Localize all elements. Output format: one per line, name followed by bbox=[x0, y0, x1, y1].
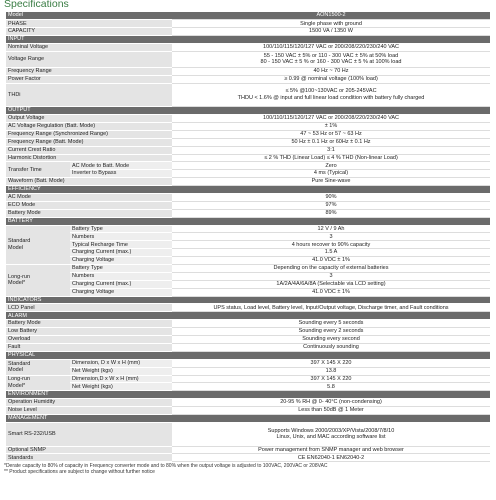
spec-label: Current Crest Ratio bbox=[6, 146, 172, 154]
spec-row bbox=[6, 123, 490, 131]
sub-label: Numbers bbox=[70, 233, 172, 241]
spec-row bbox=[6, 130, 490, 138]
section-header-row bbox=[6, 351, 490, 359]
sub-label: Dimension, D x W x H (mm) bbox=[70, 359, 172, 367]
spec-row bbox=[6, 154, 490, 162]
spec-value: Power management from SNMP manager and web browser bbox=[172, 446, 490, 454]
spec-row bbox=[6, 138, 490, 146]
spec-value: 1500 VA / 1350 W bbox=[172, 28, 490, 36]
spec-row bbox=[6, 67, 490, 75]
spec-label: Frequency Range (Batt. Mode) bbox=[6, 138, 172, 146]
spec-subrow bbox=[6, 241, 490, 249]
section-title: ALARM bbox=[6, 312, 490, 320]
section-header-row bbox=[6, 107, 490, 115]
spec-label: Battery Mode bbox=[6, 320, 172, 328]
group-label: Long-run Model* bbox=[6, 375, 70, 391]
spec-table bbox=[6, 12, 490, 462]
spec-value: 20-95 % RH @ 0- 40°C (non-condensing) bbox=[172, 399, 490, 407]
spec-label: LCD Panel bbox=[6, 304, 172, 312]
spec-row bbox=[6, 407, 490, 415]
spec-row bbox=[6, 201, 490, 209]
section-title: ENVIRONMENT bbox=[6, 391, 490, 399]
spec-label: Low Battery bbox=[6, 328, 172, 336]
spec-value: Supports Windows 2000/2003/XP/Vista/2008/7/8/10 Linux, Unix, and MAC according software list bbox=[172, 422, 490, 446]
section-title: PHYSICAL bbox=[6, 351, 490, 359]
spec-label: THDi bbox=[6, 83, 172, 107]
sub-value: 13.8 bbox=[172, 367, 490, 375]
sub-label: AC Mode to Batt. Mode bbox=[70, 162, 172, 170]
spec-row bbox=[6, 146, 490, 154]
spec-row bbox=[6, 20, 490, 28]
spec-label: PHASE bbox=[6, 20, 172, 28]
spec-row bbox=[6, 51, 490, 67]
spec-value: Less than 50dB @ 1 Meter bbox=[172, 407, 490, 415]
spec-label: Smart RS-232/USB bbox=[6, 422, 172, 446]
spec-row bbox=[6, 320, 490, 328]
spec-label: Power Factor bbox=[6, 75, 172, 83]
spec-value: 89% bbox=[172, 209, 490, 217]
sub-value: 3 bbox=[172, 233, 490, 241]
section-title: OUTPUT bbox=[6, 107, 490, 115]
spec-label: Standards bbox=[6, 454, 172, 462]
spec-subrow bbox=[6, 367, 490, 375]
table-header-row bbox=[6, 12, 490, 20]
spec-label: AC Voltage Regulation (Batt. Mode) bbox=[6, 123, 172, 131]
sub-value: Zero bbox=[172, 162, 490, 170]
sub-value: 1.5 A bbox=[172, 249, 490, 257]
section-title: INDICATORS bbox=[6, 296, 490, 304]
spec-row bbox=[6, 28, 490, 36]
sub-value: 397 X 145 X 220 bbox=[172, 375, 490, 383]
spec-value: 50 Hz ± 0.1 Hz or 60Hz ± 0.1 Hz bbox=[172, 138, 490, 146]
section-header-row bbox=[6, 391, 490, 399]
sub-label: Charging Voltage bbox=[70, 288, 172, 296]
spec-value: Sounding every 2 seconds bbox=[172, 328, 490, 336]
spec-value: Sounding every second bbox=[172, 336, 490, 344]
sub-label: Battery Type bbox=[70, 225, 172, 233]
spec-row bbox=[6, 115, 490, 123]
spec-label: Waveform (Batt. Mode) bbox=[6, 178, 172, 186]
spec-subrow bbox=[6, 257, 490, 265]
spec-value: 40 Hz ~ 70 Hz bbox=[172, 67, 490, 75]
spec-row bbox=[6, 454, 490, 462]
section-header-row bbox=[6, 36, 490, 44]
sub-value: 4 ms (Typical) bbox=[172, 170, 490, 178]
footnote-1: *Derate capacity to 80% of capacity in Frequency converter mode and to 80% when the output voltage is adjusted to 100VAC, 200VAC or 208VAC bbox=[4, 463, 328, 469]
sub-value: 1A/2A/4A/6A/8A (Selectable via LCD setting) bbox=[172, 280, 490, 288]
spec-value: Continuously sounding bbox=[172, 343, 490, 351]
spec-subrow bbox=[6, 170, 490, 178]
spec-subrow bbox=[6, 265, 490, 273]
spec-value: 100/110/115/120/127 VAC or 200/208/220/230/240 VAC bbox=[172, 44, 490, 52]
spec-subrow bbox=[6, 225, 490, 233]
group-label: Standard Model bbox=[6, 225, 70, 264]
spec-value: 55 - 150 VAC ± 5% or 110 - 300 VAC ± 5% at 50% load 80 - 150 VAC ± 5 % or 160 - 300 VAC ± 5 % at 100% load bbox=[172, 51, 490, 67]
sub-value: 41.0 VDC ± 1% bbox=[172, 288, 490, 296]
footnotes bbox=[4, 463, 328, 475]
spec-row bbox=[6, 328, 490, 336]
spec-value: 100/110/115/120/127 VAC or 200/208/220/230/240 VAC bbox=[172, 115, 490, 123]
spec-subrow bbox=[6, 249, 490, 257]
spec-row bbox=[6, 194, 490, 202]
spec-subrow bbox=[6, 272, 490, 280]
spec-label: Harmonic Distortion bbox=[6, 154, 172, 162]
spec-label: Noise Level bbox=[6, 407, 172, 415]
sub-value: 397 X 145 X 220 bbox=[172, 359, 490, 367]
spec-subrow bbox=[6, 280, 490, 288]
sub-label: Inverter to Bypass bbox=[70, 170, 172, 178]
spec-subrow bbox=[6, 383, 490, 391]
section-title: BATTERY bbox=[6, 217, 490, 225]
spec-row bbox=[6, 83, 490, 107]
spec-value: 90% bbox=[172, 194, 490, 202]
spec-value: Pure Sine-wave bbox=[172, 178, 490, 186]
spec-label: Voltage Range bbox=[6, 51, 172, 67]
sub-value: 3 bbox=[172, 272, 490, 280]
spec-row bbox=[6, 399, 490, 407]
spec-label: Fault bbox=[6, 343, 172, 351]
group-label: Long-run Model* bbox=[6, 265, 70, 297]
sub-label: Typical Recharge Time bbox=[70, 241, 172, 249]
spec-row bbox=[6, 422, 490, 446]
spec-row bbox=[6, 304, 490, 312]
spec-subrow bbox=[6, 375, 490, 383]
sub-label: Dimension,D x W x H (mm) bbox=[70, 375, 172, 383]
spec-label: Frequency Range bbox=[6, 67, 172, 75]
page-title: Specifications bbox=[4, 0, 69, 10]
spec-label: CAPACITY bbox=[6, 28, 172, 36]
spec-value: ≤ 5% @100~130VAC or 205-245VAC THDU < 1.6% @ input and full linear load condition with battery fully charged bbox=[172, 83, 490, 107]
spec-label: Overload bbox=[6, 336, 172, 344]
spec-value: UPS status, Load level, Battery level, Input/Output voltage, Discharge timer, and Fault conditions bbox=[172, 304, 490, 312]
spec-row bbox=[6, 44, 490, 52]
spec-row bbox=[6, 178, 490, 186]
spec-label: Frequency Range (Synchronized Range) bbox=[6, 130, 172, 138]
footnote-2: ** Product specifications are subject to change without further notice bbox=[4, 469, 155, 475]
spec-subrow bbox=[6, 162, 490, 170]
sub-value: 5.8 bbox=[172, 383, 490, 391]
sub-label: Charging Current (max.) bbox=[70, 280, 172, 288]
spec-label: Output Voltage bbox=[6, 115, 172, 123]
spec-value: 97% bbox=[172, 201, 490, 209]
spec-label: Operation Humidity bbox=[6, 399, 172, 407]
sub-value: 4 hours recover to 90% capacity bbox=[172, 241, 490, 249]
sub-label: Charging Voltage bbox=[70, 257, 172, 265]
group-label: Transfer Time bbox=[6, 162, 70, 178]
sub-value: 41.0 VDC ± 1% bbox=[172, 257, 490, 265]
spec-value: ≥ 0.99 @ nominal voltage (100% load) bbox=[172, 75, 490, 83]
spec-value: 3:1 bbox=[172, 146, 490, 154]
section-header-row bbox=[6, 186, 490, 194]
spec-label: Battery Mode bbox=[6, 209, 172, 217]
spec-label: AC Mode bbox=[6, 194, 172, 202]
spec-value: Sounding every 5 seconds bbox=[172, 320, 490, 328]
group-label: Standard Model bbox=[6, 359, 70, 375]
spec-value: CE EN62040-1 EN62040-2 bbox=[172, 454, 490, 462]
sub-label: Net Weight (kgs) bbox=[70, 367, 172, 375]
sub-label: Charging Current (max.) bbox=[70, 249, 172, 257]
spec-subrow bbox=[6, 288, 490, 296]
spec-row bbox=[6, 336, 490, 344]
model-name: AON1500-2 bbox=[172, 12, 490, 20]
sub-value: Depending on the capacity of external batteries bbox=[172, 265, 490, 273]
section-header-row bbox=[6, 217, 490, 225]
spec-label: ECO Mode bbox=[6, 201, 172, 209]
section-title: EFFICIENCY bbox=[6, 186, 490, 194]
sub-label: Net Weight (kgs) bbox=[70, 383, 172, 391]
sub-label: Numbers bbox=[70, 272, 172, 280]
spec-row bbox=[6, 343, 490, 351]
spec-row bbox=[6, 75, 490, 83]
spec-row bbox=[6, 209, 490, 217]
spec-value: ± 1% bbox=[172, 123, 490, 131]
spec-row bbox=[6, 446, 490, 454]
spec-subrow bbox=[6, 233, 490, 241]
section-title: INPUT bbox=[6, 36, 490, 44]
section-header-row bbox=[6, 296, 490, 304]
section-header-row bbox=[6, 312, 490, 320]
spec-value: Single phase with ground bbox=[172, 20, 490, 28]
spec-label: Optional SNMP bbox=[6, 446, 172, 454]
header-label: Model bbox=[6, 12, 172, 20]
sub-value: 12 V / 9 Ah bbox=[172, 225, 490, 233]
sub-label: Battery Type bbox=[70, 265, 172, 273]
section-header-row bbox=[6, 414, 490, 422]
spec-label: Nominal Voltage bbox=[6, 44, 172, 52]
section-title: MANAGEMENT bbox=[6, 414, 490, 422]
spec-value: 47 ~ 53 Hz or 57 ~ 63 Hz bbox=[172, 130, 490, 138]
spec-subrow bbox=[6, 359, 490, 367]
spec-value: ≤ 2 % THD (Linear Load) ≤ 4 % THD (Non-linear Load) bbox=[172, 154, 490, 162]
